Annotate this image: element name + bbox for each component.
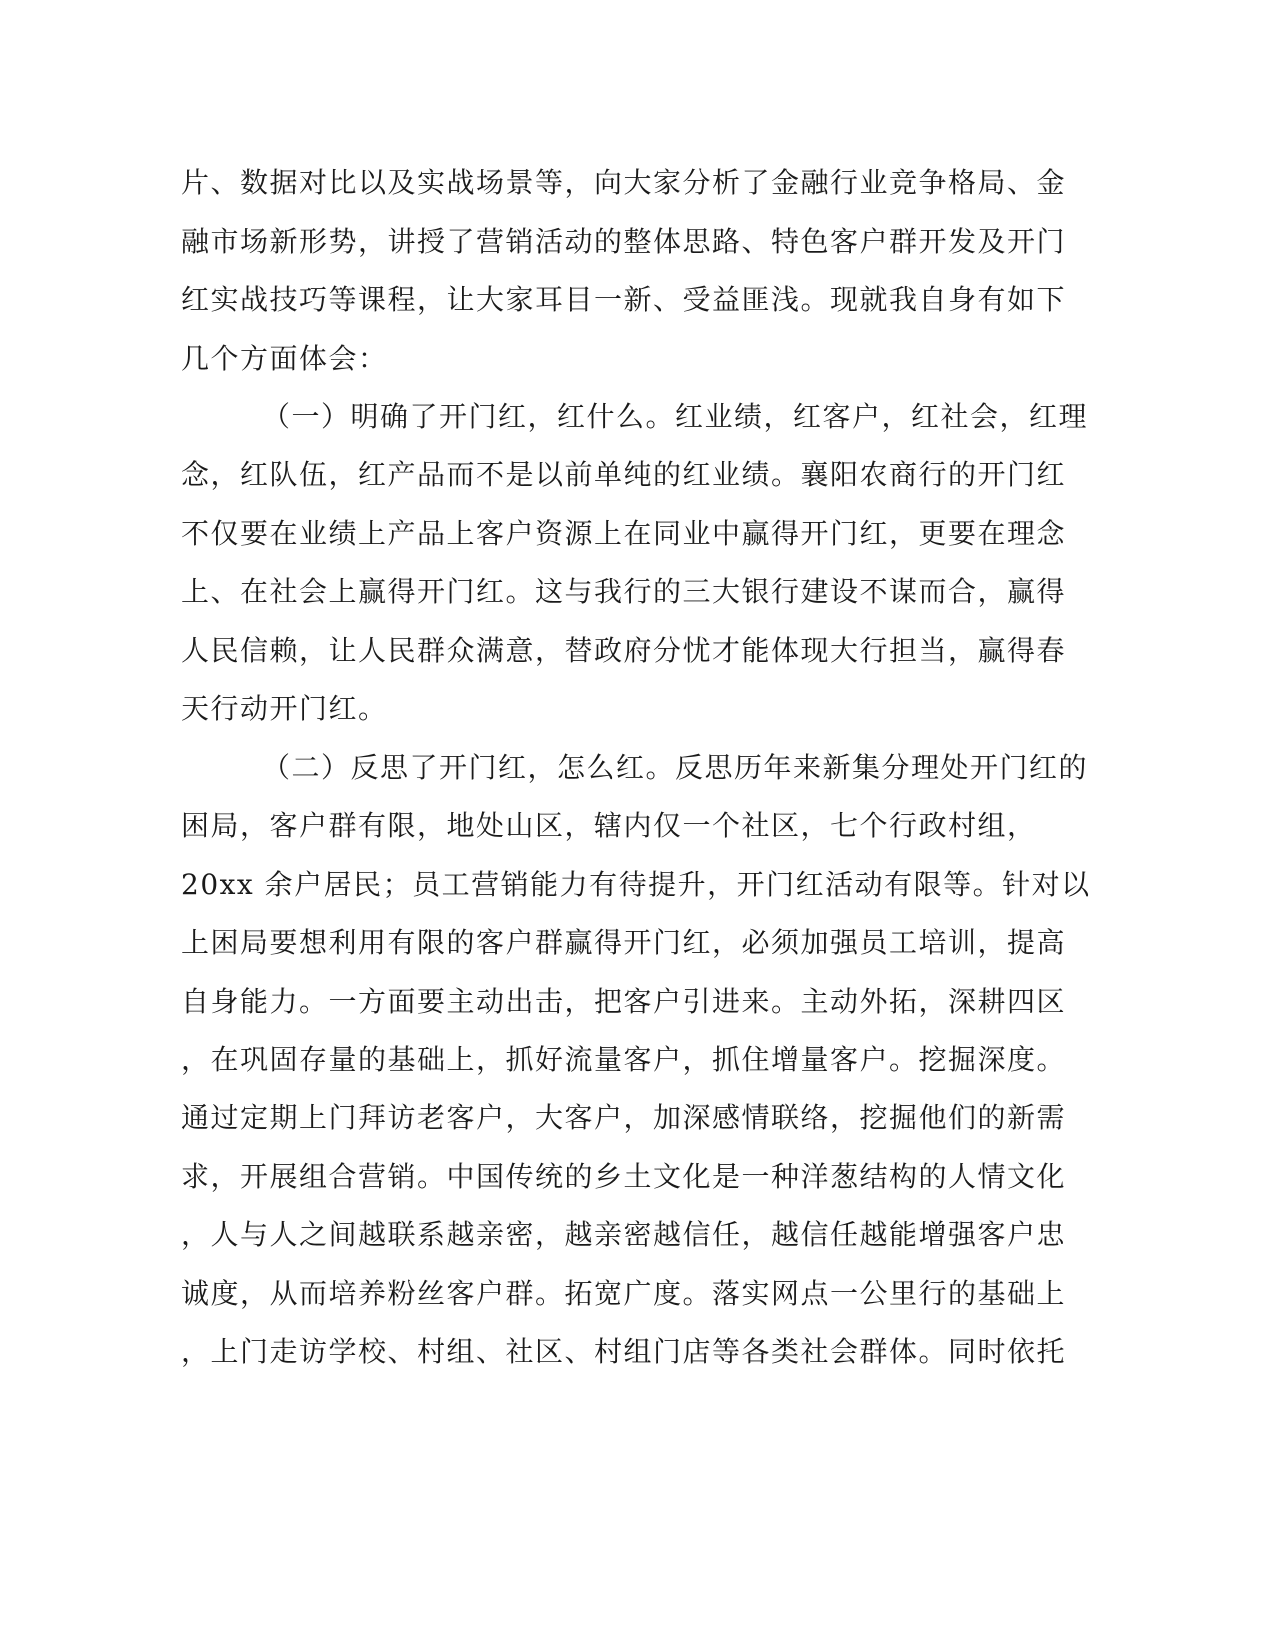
text-line: 片、数据对比以及实战场景等，向大家分析了金融行业竞争格局、金 bbox=[181, 166, 1067, 199]
text-line: 上、在社会上赢得开门红。这与我行的三大银行建设不谋而合，赢得 bbox=[181, 575, 1067, 608]
text-line: ，在巩固存量的基础上，抓好流量客户，抓住增量客户。挖掘深度。 bbox=[181, 1043, 1067, 1076]
text-line: ，人与人之间越联系越亲密，越亲密越信任，越信任越能增强客户忠 bbox=[181, 1218, 1067, 1251]
section-one-heading-line: （一）明确了开门红，红什么。红业绩，红客户，红社会，红理 bbox=[262, 400, 1089, 433]
text-line: 念，红队伍，红产品而不是以前单纯的红业绩。襄阳农商行的开门红 bbox=[181, 458, 1067, 491]
text-line: 自身能力。一方面要主动出击，把客户引进来。主动外拓，深耕四区 bbox=[181, 985, 1067, 1018]
text-line: 求，开展组合营销。中国传统的乡土文化是一种洋葱结构的人情文化 bbox=[181, 1160, 1067, 1193]
text-line: ，上门走访学校、村组、社区、村组门店等各类社会群体。同时依托 bbox=[181, 1335, 1067, 1368]
text-line: 红实战技巧等课程，让大家耳目一新、受益匪浅。现就我自身有如下 bbox=[181, 283, 1067, 316]
text-line: 上困局要想利用有限的客户群赢得开门红，必须加强员工培训，提高 bbox=[181, 926, 1067, 959]
text-line: 通过定期上门拜访老客户，大客户，加深感情联络，挖掘他们的新需 bbox=[181, 1101, 1067, 1134]
text-line: 诚度，从而培养粉丝客户群。拓宽广度。落实网点一公里行的基础上 bbox=[181, 1277, 1067, 1310]
text-line: 融市场新形势，讲授了营销活动的整体思路、特色客户群开发及开门 bbox=[181, 225, 1067, 258]
text-line: 困局，客户群有限，地处山区，辖内仅一个社区，七个行政村组， bbox=[181, 809, 1037, 842]
text-line: 人民信赖，让人民群众满意，替政府分忧才能体现大行担当，赢得春 bbox=[181, 634, 1067, 667]
text-line: 20xx 余户居民；员工营销能力有待提升，开门红活动有限等。针对以 bbox=[181, 868, 1091, 901]
section-two-heading-line: （二）反思了开门红，怎么红。反思历年来新集分理处开门红的 bbox=[262, 751, 1089, 784]
text-line: 不仅要在业绩上产品上客户资源上在同业中赢得开门红，更要在理念 bbox=[181, 517, 1067, 550]
text-line: 天行动开门红。 bbox=[181, 692, 388, 725]
text-line: 几个方面体会： bbox=[181, 342, 388, 375]
